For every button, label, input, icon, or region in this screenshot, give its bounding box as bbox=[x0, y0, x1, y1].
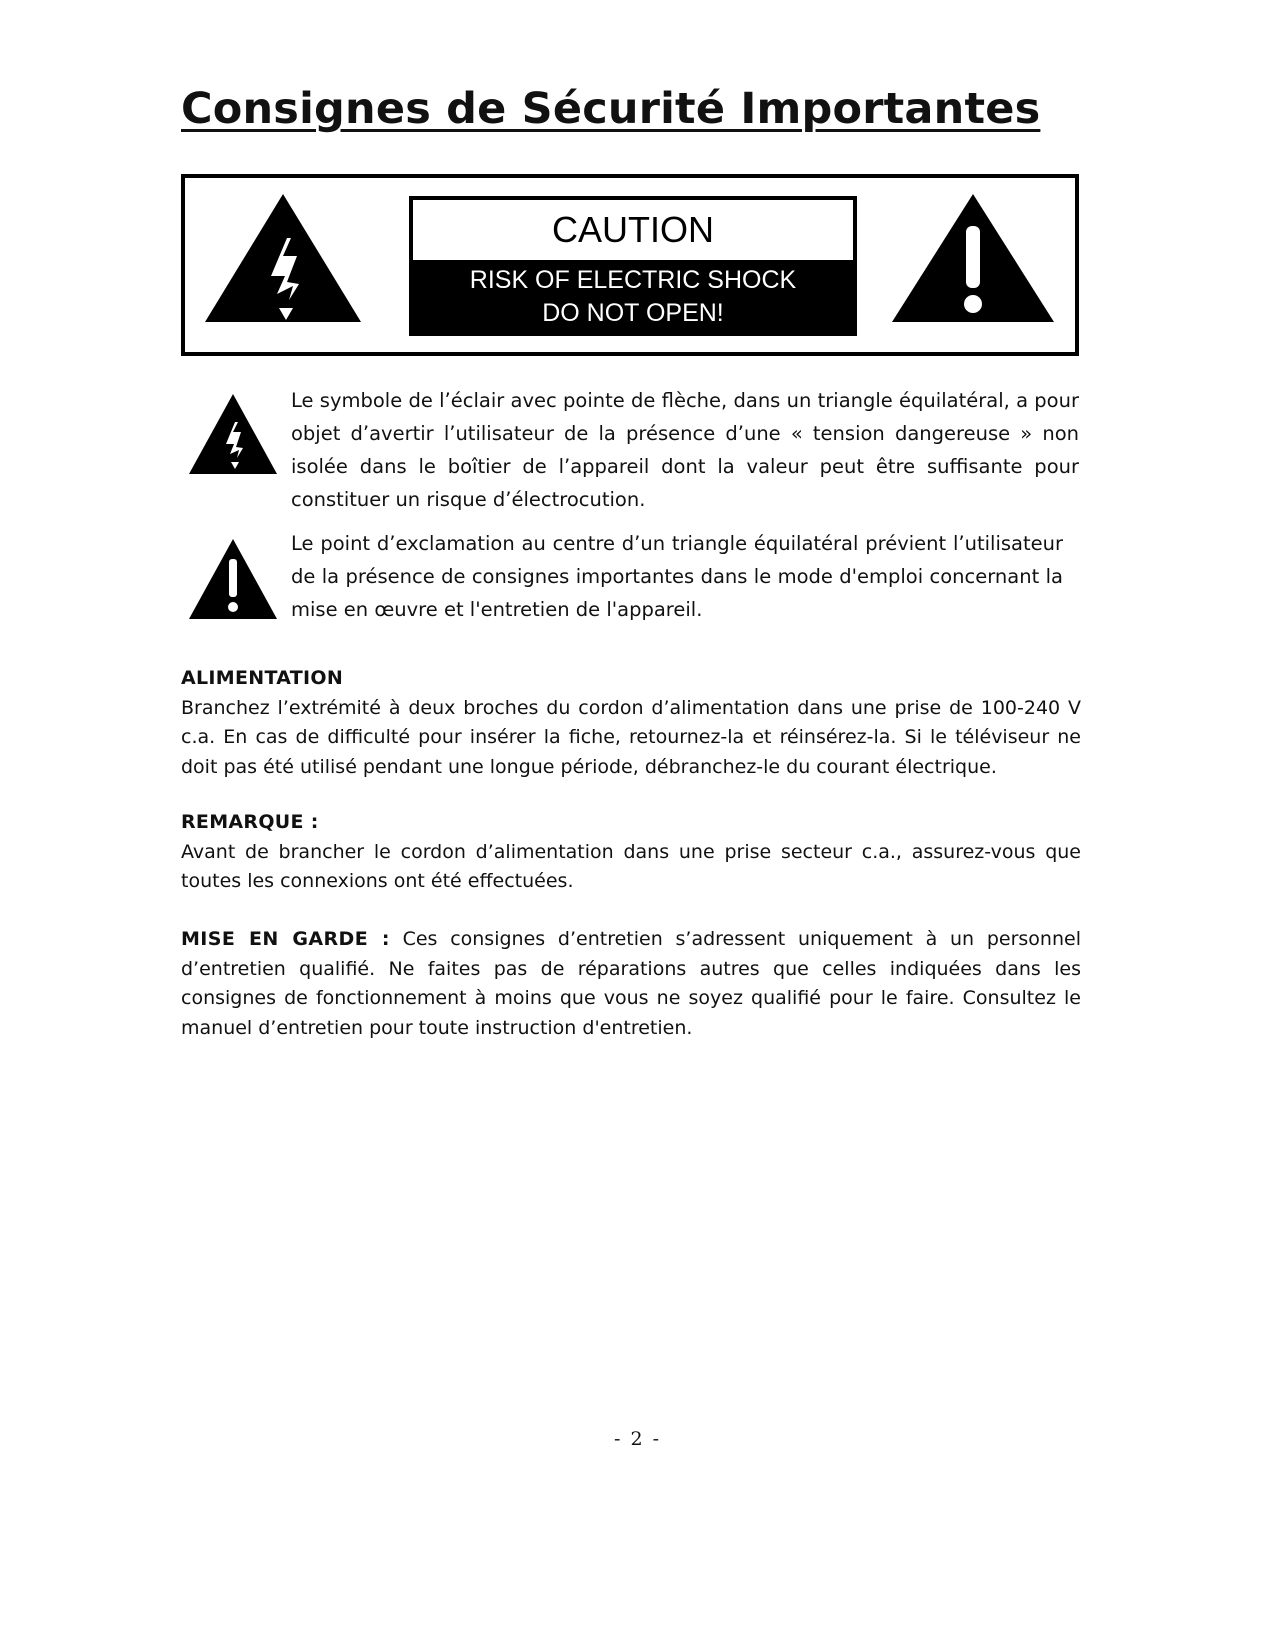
page-number: - 2 - bbox=[613, 1428, 661, 1450]
exclamation-symbol-text: Le point d’exclamation au centre d’un triangle équilatéral prévient l’utilisateur de la présence de consignes importantes dans le mode d'emploi concernant la mise en œuvre et l'entretien de l'appareil. bbox=[291, 532, 1063, 621]
caution-subtitle bbox=[413, 260, 853, 332]
mise-en-garde-section bbox=[181, 925, 1081, 1043]
mise-en-garde-body: Ces consignes d’entretien s’adressent uniquement à un personnel d’entretien qualifié. Ne faites pas de réparations autres que celles indiquées dans les consignes de fonctionnement à moins que vous ne soyez qualifié pour le faire. Consultez le manuel d’entretien pour toute instruction d'entretien. bbox=[181, 928, 1081, 1039]
remarque-heading: REMARQUE : bbox=[181, 811, 319, 833]
exclamation-triangle-icon bbox=[187, 537, 279, 621]
alimentation-heading: ALIMENTATION bbox=[181, 667, 344, 689]
mise-en-garde-heading: MISE EN GARDE : bbox=[181, 928, 390, 950]
caution-line-1: RISK OF ELECTRIC SHOCK bbox=[469, 266, 797, 294]
alimentation-body: Branchez l’extrémité à deux broches du cordon d’alimentation dans une prise de 100-240 V c.a. En cas de difficulté pour insérer la fiche, retournez-la et réinsérez-la. Si le téléviseur ne doit pas été utilisé pendant une longue période, débranchez-le du courant électrique. bbox=[181, 696, 1081, 778]
lightning-symbol-text: Le symbole de l’éclair avec pointe de flèche, dans un triangle équilatéral, a pour objet d’avertir l’utilisateur de la présence d’une « tension dangereuse » non isolée dans le boîtier de l’appareil dont la valeur peut être suffisante pour constituer un risque d’électrocution. bbox=[291, 389, 1079, 511]
remarque-body: Avant de brancher le cordon d’alimentation dans une prise secteur c.a., assurez-vous que toutes les connexions ont été effectuées. bbox=[181, 840, 1081, 892]
caution-warning-panel bbox=[181, 174, 1079, 356]
page-title: Consignes de Sécurité Importantes bbox=[181, 84, 1041, 134]
caution-line-2: DO NOT OPEN! bbox=[542, 299, 724, 327]
caution-label bbox=[409, 196, 857, 336]
remarque-section bbox=[181, 808, 1081, 897]
caution-heading: CAUTION bbox=[552, 209, 714, 250]
lightning-triangle-icon bbox=[203, 190, 363, 326]
lightning-triangle-icon bbox=[187, 392, 279, 476]
exclamation-triangle-icon bbox=[890, 190, 1056, 326]
alimentation-section bbox=[181, 664, 1081, 782]
